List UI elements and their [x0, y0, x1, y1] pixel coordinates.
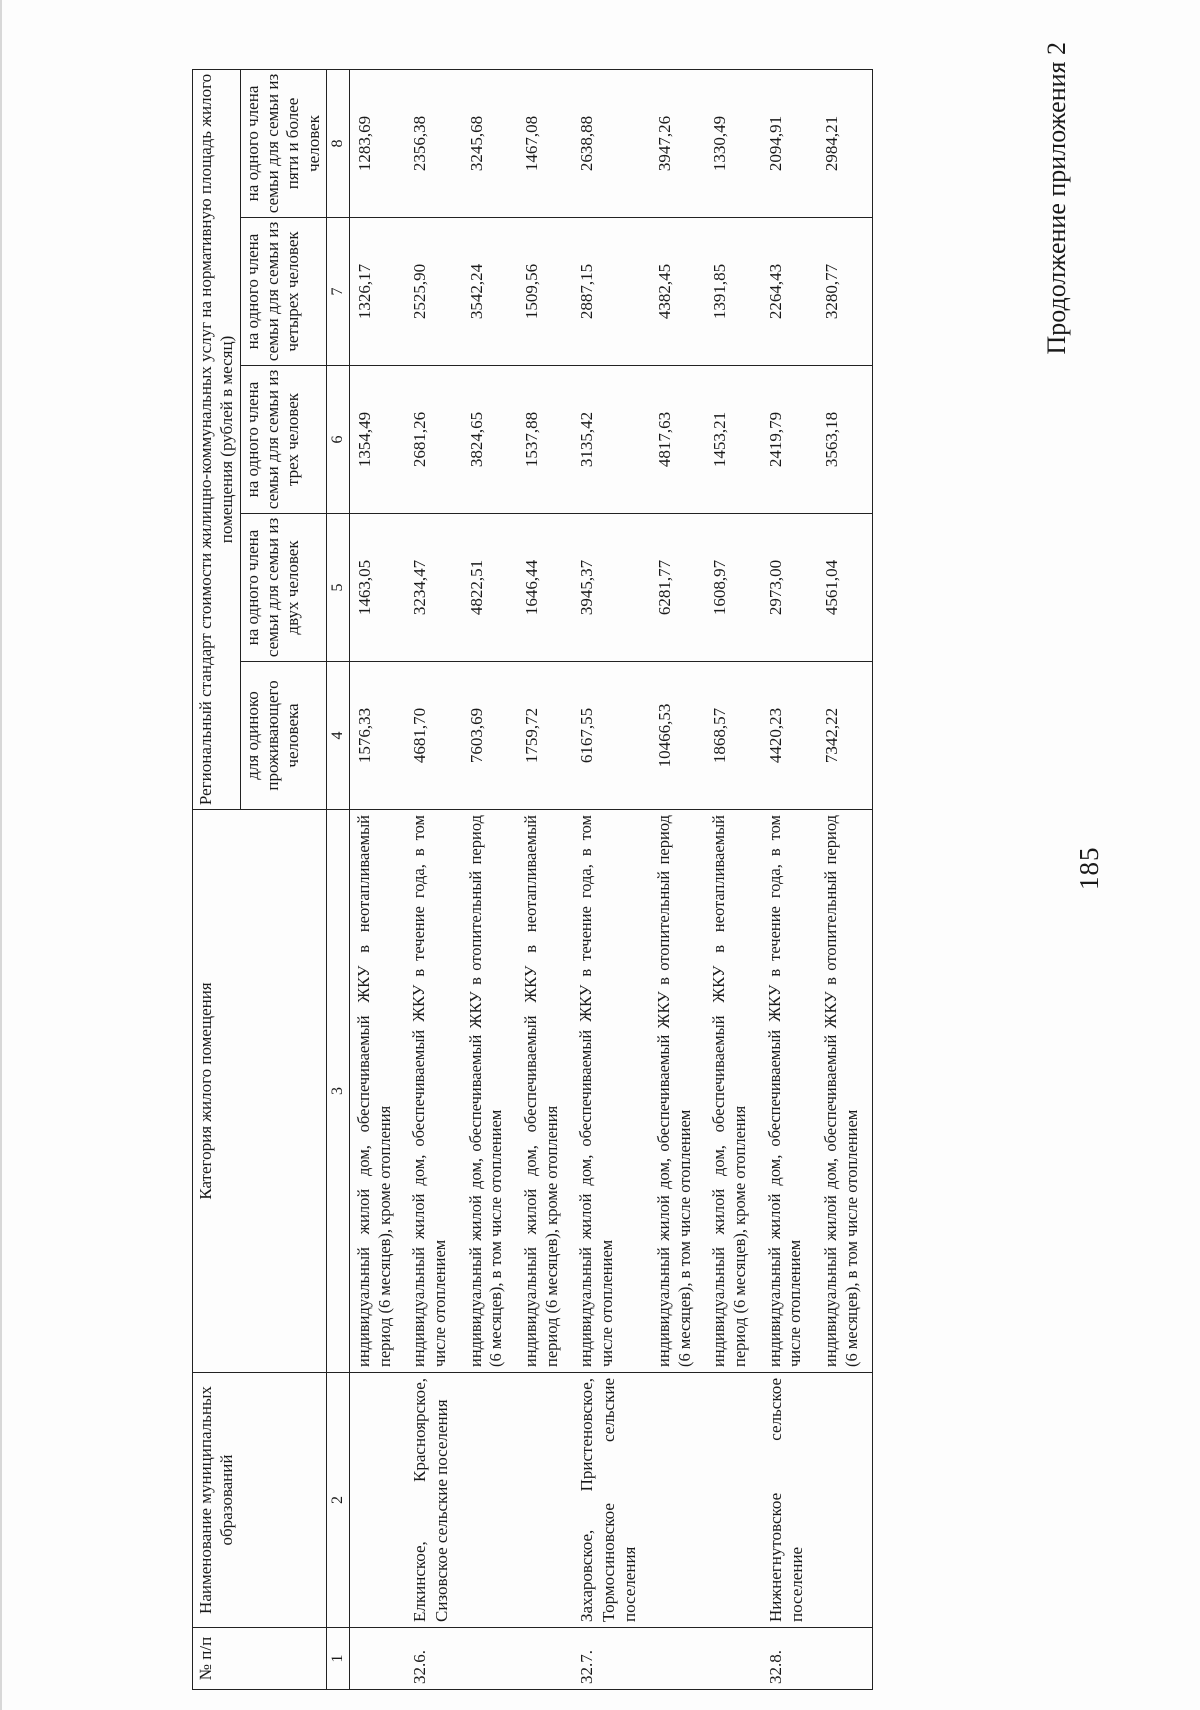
row-number: 32.8.	[761, 1628, 818, 1690]
cost-value: 3542,24	[462, 218, 517, 366]
cost-value: 1759,72	[517, 662, 572, 810]
row-number	[817, 1628, 873, 1690]
appendix-title: Продолжение приложения 2	[1042, 42, 1071, 355]
cost-value: 3945,37	[572, 514, 650, 662]
cost-value: 1354,49	[350, 366, 406, 514]
table-row	[817, 69, 873, 1689]
table-row	[650, 69, 705, 1689]
table-header	[193, 69, 350, 1689]
rotated-content	[2, 0, 1200, 1710]
cost-value: 1868,57	[705, 662, 760, 810]
table-row	[405, 69, 462, 1689]
header-family-2: на одного члена семьи для семьи из двух человек	[240, 514, 327, 662]
table-row	[572, 69, 650, 1689]
cost-value: 4817,63	[650, 366, 705, 514]
column-number: 7	[327, 218, 350, 366]
cost-value: 1326,17	[350, 218, 406, 366]
header-standard-group: Региональный стандарт стоимости жилищно-коммунальных услуг на нормативную площадь жилого помещения (рублей в месяц)	[193, 69, 241, 809]
cost-value: 1467,08	[517, 69, 572, 217]
column-number: 2	[327, 1373, 350, 1628]
column-number: 3	[327, 810, 350, 1373]
header-family-3: на одного члена семьи для семьи из трех человек	[240, 366, 327, 514]
cost-value: 1646,44	[517, 514, 572, 662]
cost-value: 1463,05	[350, 514, 406, 662]
table-row	[462, 69, 517, 1689]
row-number: 32.7.	[572, 1628, 650, 1690]
housing-category: индивидуальный жилой дом, обеспечиваемый ЖКУ в течение года, в том числе отоплением	[572, 810, 650, 1373]
cost-value: 7603,69	[462, 662, 517, 810]
cost-value: 3234,47	[405, 514, 462, 662]
municipality-name	[517, 1373, 572, 1628]
table-body	[350, 69, 873, 1689]
cost-value: 4561,04	[817, 514, 873, 662]
housing-category: индивидуальный жилой дом, обеспечиваемый ЖКУ в неотапливаемый период (6 месяцев), кроме отопления	[350, 810, 406, 1373]
cost-value: 1283,69	[350, 69, 406, 217]
cost-value: 3135,42	[572, 366, 650, 514]
page-number: 185	[1074, 846, 1104, 890]
table-row	[350, 69, 406, 1689]
cost-value: 2984,21	[817, 69, 873, 217]
row-number	[462, 1628, 517, 1690]
cost-value: 6167,55	[572, 662, 650, 810]
cost-value: 1509,56	[517, 218, 572, 366]
cost-value: 1453,21	[705, 366, 760, 514]
cost-value: 3947,26	[650, 69, 705, 217]
column-number: 4	[327, 662, 350, 810]
municipality-name: Елкинское, Красноярское, Сизовское сельские поселения	[405, 1373, 462, 1628]
cost-value: 1537,88	[517, 366, 572, 514]
cost-value: 2094,91	[761, 69, 818, 217]
housing-category: индивидуальный жилой дом, обеспечиваемый ЖКУ в отопительный период (6 месяцев), в том числе отоплением	[817, 810, 873, 1373]
cost-value: 4822,51	[462, 514, 517, 662]
municipality-name	[350, 1373, 406, 1628]
row-number	[705, 1628, 760, 1690]
cost-value: 1330,49	[705, 69, 760, 217]
cost-value: 2887,15	[572, 218, 650, 366]
cost-value: 2419,79	[761, 366, 818, 514]
cost-value: 3245,68	[462, 69, 517, 217]
header-family-4: на одного члена семьи для семьи из четырех человек	[240, 218, 327, 366]
cost-value: 2356,38	[405, 69, 462, 217]
header-municipality: Наименование муниципальных образований	[193, 1373, 327, 1628]
municipality-name: Нижнегнутовское сельское поселение	[761, 1373, 818, 1628]
housing-category: индивидуальный жилой дом, обеспечиваемый ЖКУ в течение года, в том числе отоплением	[405, 810, 462, 1373]
column-number: 8	[327, 69, 350, 217]
row-number	[350, 1628, 406, 1690]
column-number: 5	[327, 514, 350, 662]
row-number: 32.6.	[405, 1628, 462, 1690]
cost-value: 2973,00	[761, 514, 818, 662]
housing-category: индивидуальный жилой дом, обеспечиваемый ЖКУ в отопительный период (6 месяцев), в том числе отоплением	[650, 810, 705, 1373]
row-number	[650, 1628, 705, 1690]
table-row	[705, 69, 760, 1689]
cost-value: 1576,33	[350, 662, 406, 810]
cost-value: 2264,43	[761, 218, 818, 366]
cost-value: 4420,23	[761, 662, 818, 810]
cost-value: 4681,70	[405, 662, 462, 810]
municipality-name	[817, 1373, 873, 1628]
column-number-row	[327, 69, 350, 1689]
column-number: 1	[327, 1628, 350, 1690]
housing-category: индивидуальный жилой дом, обеспечиваемый ЖКУ в отопительный период (6 месяцев), в том числе отоплением	[462, 810, 517, 1373]
header-family-5: на одного члена семьи для семьи из пяти и более человек	[240, 69, 327, 217]
cost-value: 4382,45	[650, 218, 705, 366]
municipality-name	[650, 1373, 705, 1628]
housing-category: индивидуальный жилой дом, обеспечиваемый ЖКУ в неотапливаемый период (6 месяцев), кроме отопления	[705, 810, 760, 1373]
cost-value: 2525,90	[405, 218, 462, 366]
table-row	[761, 69, 818, 1689]
table-row	[517, 69, 572, 1689]
municipality-name: Захаровское, Пристеновское, Тормосиновское сельские поселения	[572, 1373, 650, 1628]
cost-value: 1608,97	[705, 514, 760, 662]
cost-value: 3563,18	[817, 366, 873, 514]
column-number: 6	[327, 366, 350, 514]
header-category: Категория жилого помещения	[193, 810, 327, 1373]
row-number	[517, 1628, 572, 1690]
housing-category: индивидуальный жилой дом, обеспечиваемый ЖКУ в неотапливаемый период (6 месяцев), кроме отопления	[517, 810, 572, 1373]
municipality-name	[705, 1373, 760, 1628]
header-num: № п/п	[193, 1628, 327, 1690]
cost-value: 1391,85	[705, 218, 760, 366]
cost-value: 2681,26	[405, 366, 462, 514]
municipality-name	[462, 1373, 517, 1628]
standard-cost-table	[192, 69, 873, 1690]
cost-value: 3824,65	[462, 366, 517, 514]
cost-value: 6281,77	[650, 514, 705, 662]
cost-value: 3280,77	[817, 218, 873, 366]
cost-value: 7342,22	[817, 662, 873, 810]
housing-category: индивидуальный жилой дом, обеспечиваемый ЖКУ в течение года, в том числе отоплением	[761, 810, 818, 1373]
cost-value: 10466,53	[650, 662, 705, 810]
cost-value: 2638,88	[572, 69, 650, 217]
header-single: для одиноко проживающего человека	[240, 662, 327, 810]
